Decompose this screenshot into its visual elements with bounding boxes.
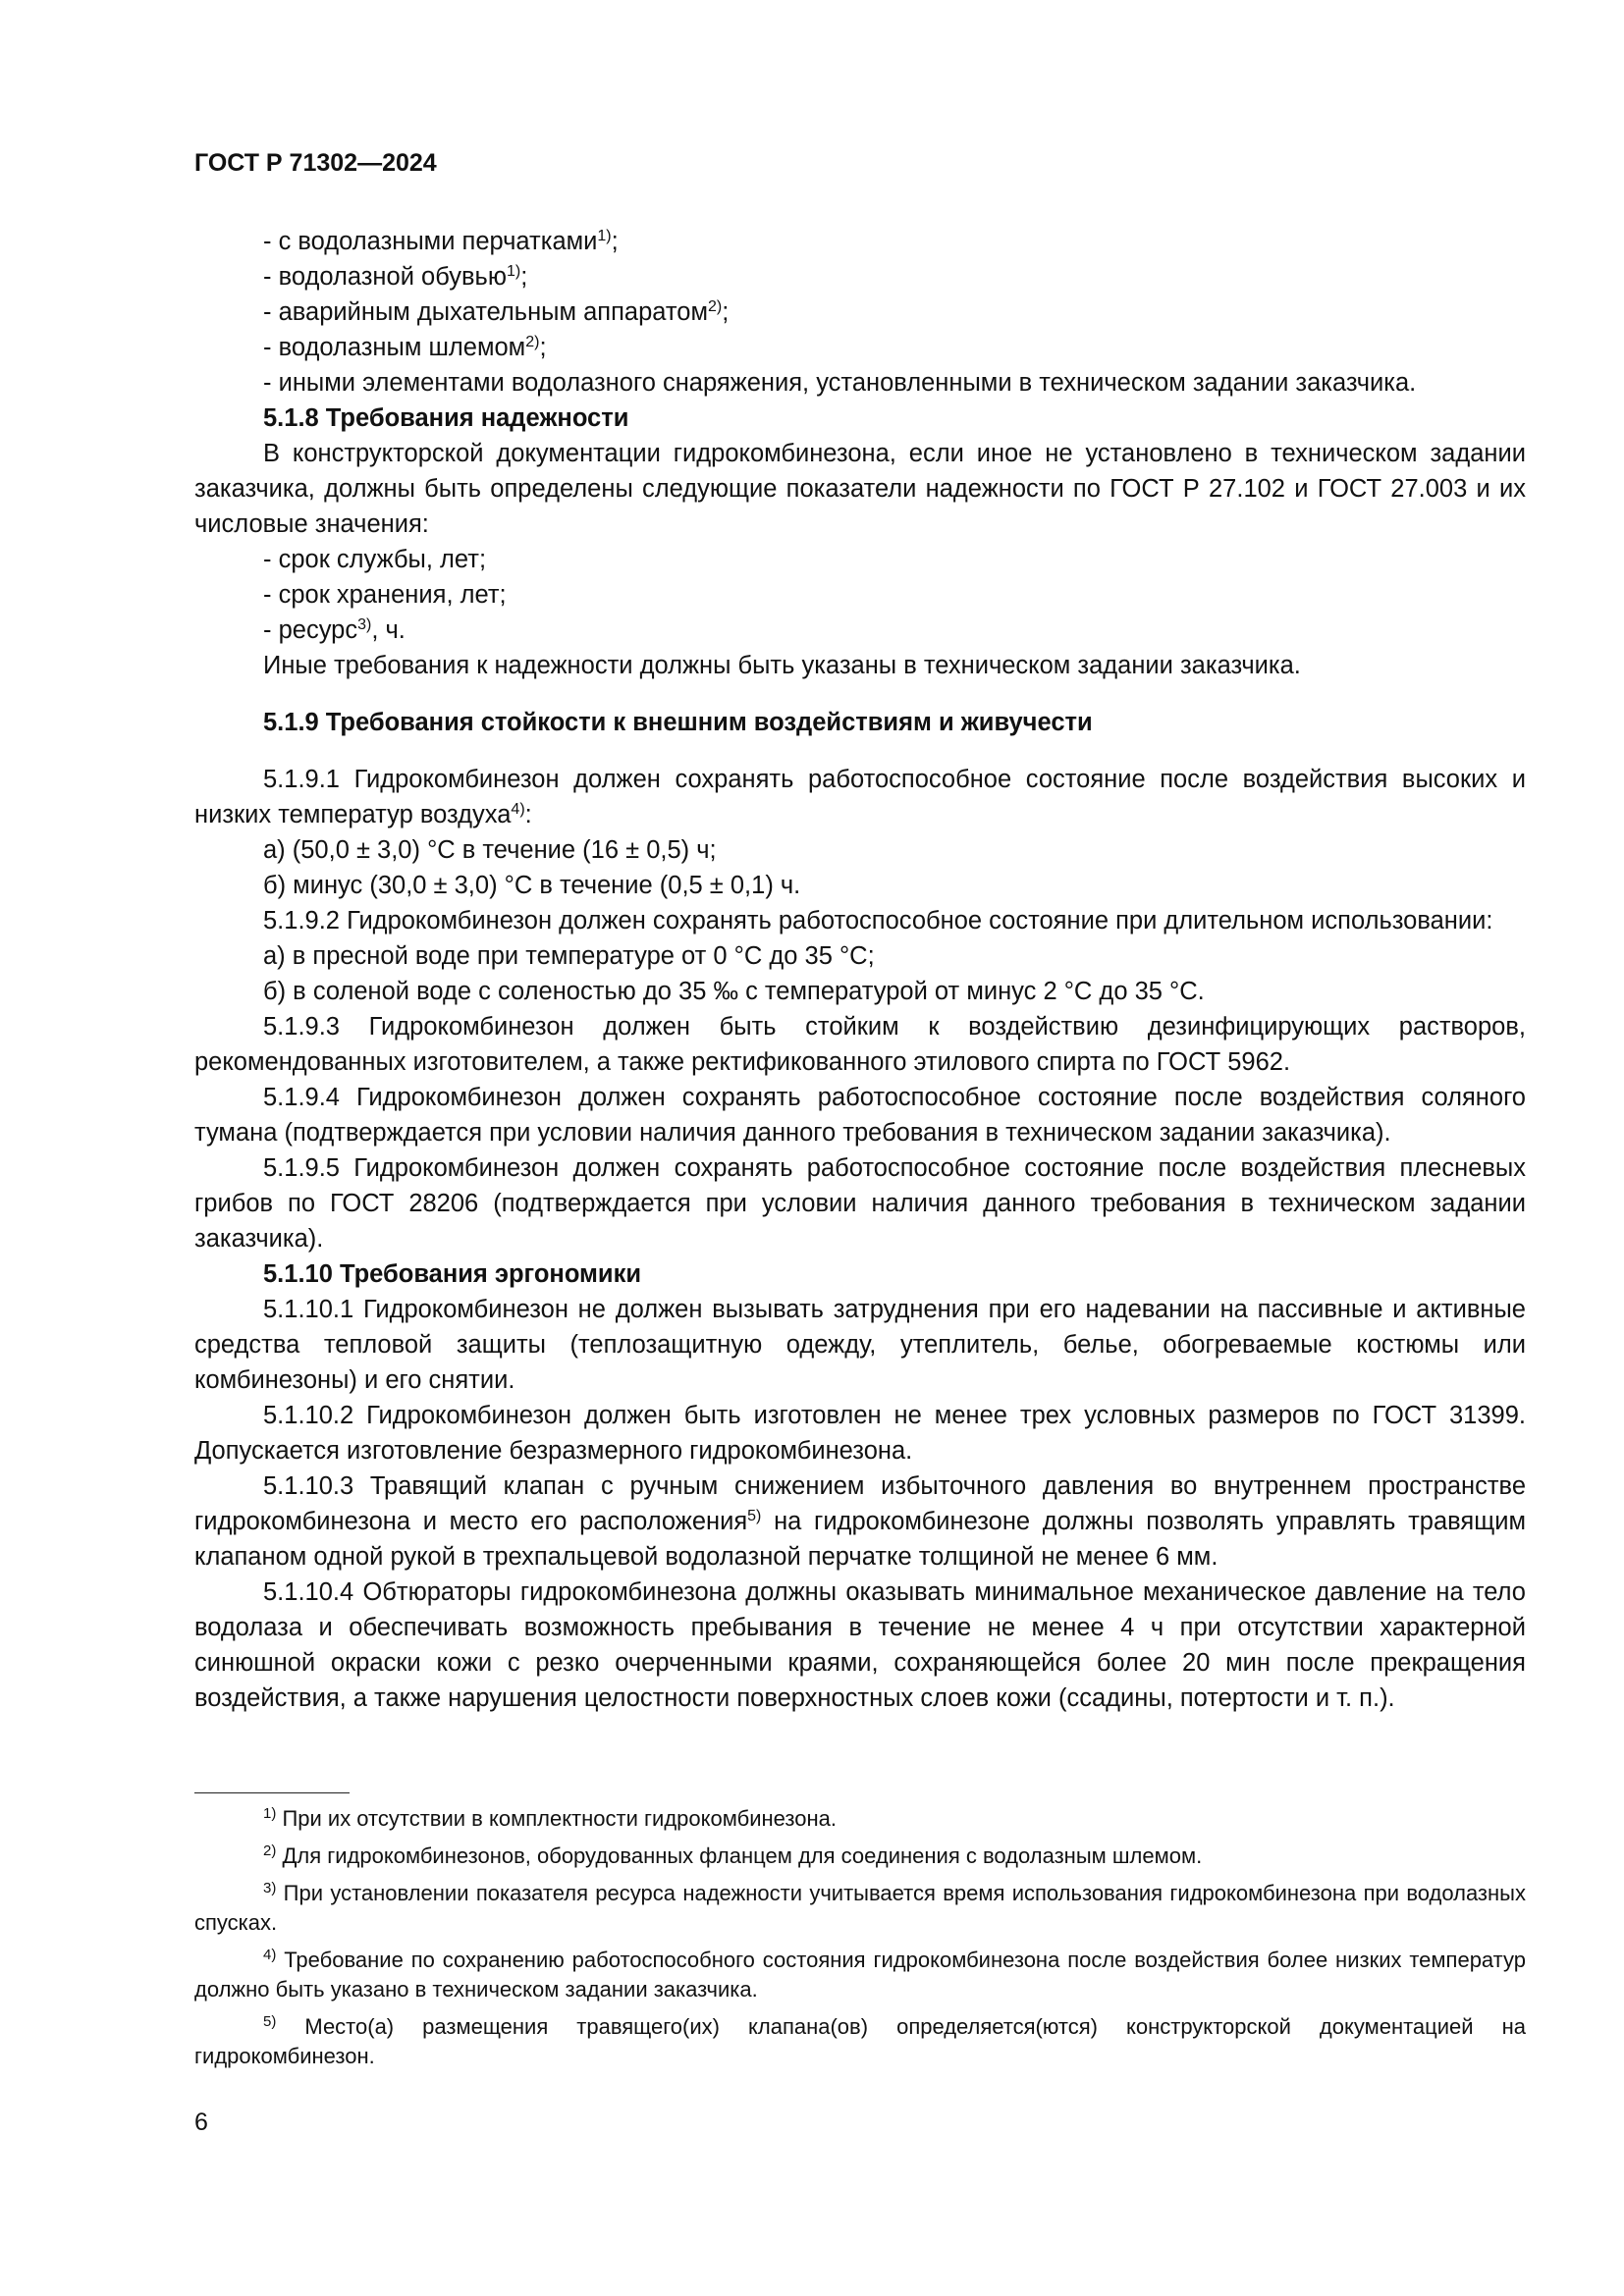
section-heading-5-1-9: 5.1.9 Требования стойкости к внешним воздействиям и живучести <box>263 709 1093 736</box>
footnote: $^{1)}$ При их отсутствии в комплектности гидрокомбинезона. <box>263 1805 837 1831</box>
paragraph-5-1-9-3: 5.1.9.3 Гидрокомбинезон должен быть стойким к воздействию дезинфицирующих растворов, рекомендованных изготовителем, а также ректификованного этилового спирта по ГОСТ 5962. <box>194 1013 1526 1076</box>
page-number: 6 <box>194 2109 208 2136</box>
document-header: ГОСТ Р 71302—2024 <box>194 149 437 177</box>
list-item: б) в соленой воде с соленостью до 35 ‰ с температурой от минус 2 °С до 35 °С. <box>263 978 1205 1005</box>
paragraph-5-1-9-5: 5.1.9.5 Гидрокомбинезон должен сохранять работоспособное состояние после воздействия плесневых грибов по ГОСТ 28206 (подтверждается при условии наличия данного требования в техническом задании заказчика). <box>194 1154 1526 1253</box>
footnote: $^{2)}$ Для гидрокомбинезонов, оборудованных фланцем для соединения с водолазным шлемом. <box>263 1842 1203 1868</box>
list-item: а) в пресной воде при температуре от 0 °С до 35 °С; <box>263 942 875 970</box>
list-item: б) минус (30,0 ± 3,0) °С в течение (0,5 ± 0,1) ч. <box>263 872 801 899</box>
paragraph: Иные требования к надежности должны быть указаны в техническом задании заказчика. <box>263 652 1301 679</box>
section-heading-5-1-8: 5.1.8 Требования надежности <box>263 404 629 432</box>
footnote: $^{4)}$ Требование по сохранению работоспособного состояния гидрокомбинезона после воздействия более низких температур должно быть указано в техническом задании заказчика. <box>194 1947 1526 2002</box>
list-item: - срок хранения, лет; <box>263 581 507 609</box>
paragraph-5-1-10-1: 5.1.10.1 Гидрокомбинезон не должен вызывать затруднения при его надевании на пассивные и активные средства тепловой защиты (теплозащитную одежду, утеплитель, белье, обогреваемые костюмы или комбинезоны) и его снятии. <box>194 1296 1526 1394</box>
section-heading-5-1-10: 5.1.10 Требования эргономики <box>263 1260 642 1288</box>
list-item: - иными элементами водолазного снаряжения, установленными в техническом задании заказчика. <box>263 369 1417 397</box>
list-item: - водолазным шлемом$^{2)}$; <box>263 334 547 361</box>
footnotes <box>194 1804 1526 2079</box>
list-item: - с водолазными перчатками$^{1)}$; <box>263 228 619 255</box>
paragraph-5-1-10-4: 5.1.10.4 Обтюраторы гидрокомбинезона должны оказывать минимальное механическое давление на тело водолаза и обеспечивать возможность пребывания в течение не менее 4 ч при отсутствии характерной синюшной окраски кожи с резко очерченными краями, сохраняющейся более 20 мин после прекращения воздействия, а также нарушения целостности поверхностных слоев кожи (ссадины, потертости и т. п.). <box>194 1578 1526 1712</box>
paragraph-5-1-9-4: 5.1.9.4 Гидрокомбинезон должен сохранять работоспособное состояние после воздействия соляного тумана (подтверждается при условии наличия данного требования в техническом задании заказчика). <box>194 1084 1526 1147</box>
paragraph-5-1-10-3: 5.1.10.3 Травящий клапан с ручным снижением избыточного давления во внутреннем пространстве гидрокомбинезона и место его расположения$^{5)}$ на гидрокомбинезоне должны позволять управлять травящим клапаном одной рукой в трехпальцевой водолазной перчатке толщиной не менее 6 мм. <box>194 1472 1526 1571</box>
list-item: - срок службы, лет; <box>263 546 487 573</box>
paragraph-5-1-9-1: 5.1.9.1 Гидрокомбинезон должен сохранять работоспособное состояние после воздействия высоких и низких температур воздуха$^{4)}$: <box>194 766 1526 828</box>
footnote: $^{3)}$ При установлении показателя ресурса надежности учитывается время использования гидрокомбинезона при водолазных спусках. <box>194 1880 1526 1935</box>
list-item: а) (50,0 ± 3,0) °С в течение (16 ± 0,5) ч; <box>263 836 717 864</box>
footnote: $^{5)}$ Место(а) размещения травящего(их) клапана(ов) определяется(ются) конструкторской документацией на гидрокомбинезон. <box>194 2013 1526 2068</box>
paragraph: В конструкторской документации гидрокомбинезона, если иное не установлено в техническом задании заказчика, должны быть определены следующие показатели надежности по ГОСТ Р 27.102 и ГОСТ 27.003 и их числовые значения: <box>194 440 1526 538</box>
document-body <box>194 224 1526 1716</box>
document-page <box>194 145 1526 2136</box>
list-item: - аварийным дыхательным аппаратом$^{2)}$; <box>263 298 730 326</box>
paragraph-5-1-9-2: 5.1.9.2 Гидрокомбинезон должен сохранять работоспособное состояние при длительном использовании: <box>263 907 1493 934</box>
footnote-divider <box>194 1792 350 1793</box>
list-item: - водолазной обувью$^{1)}$; <box>263 263 528 291</box>
list-item: - ресурс$^{3)}$, ч. <box>263 616 406 644</box>
paragraph-5-1-10-2: 5.1.10.2 Гидрокомбинезон должен быть изготовлен не менее трех условных размеров по ГОСТ 31399. Допускается изготовление безразмерного гидрокомбинезона. <box>194 1402 1526 1465</box>
